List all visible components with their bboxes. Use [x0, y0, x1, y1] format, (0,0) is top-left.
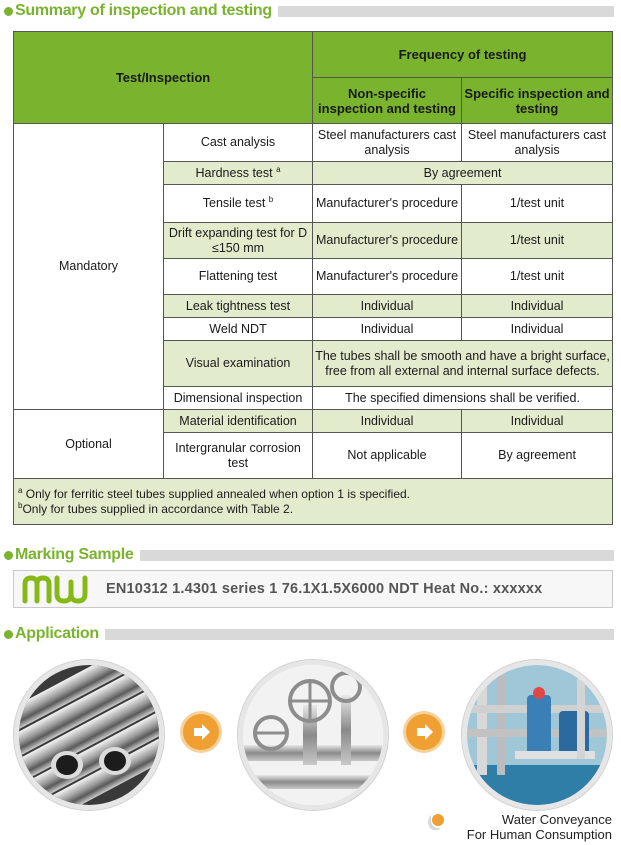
combined-value: The tubes shall be smooth and have a bright surface, free from all external and internal surface defects. — [313, 341, 613, 387]
marking-text: EN10312 1.4301 series 1 76.1X1.5X6000 NDT Heat No.: xxxxxx — [106, 581, 543, 597]
summary-title: Summary of inspection and testing — [15, 2, 272, 19]
specific-value: Individual — [462, 295, 613, 318]
specific-value: By agreement — [462, 433, 613, 479]
table-footnotes — [14, 479, 613, 525]
application-caption — [467, 812, 612, 842]
non-specific-value: Individual — [313, 318, 462, 341]
non-specific-value: Steel manufacturers cast analysis — [313, 124, 462, 162]
combined-value: By agreement — [313, 162, 613, 185]
test-name: Hardness test $^a$ — [164, 162, 313, 185]
footnote-b: $^b$Only for tubes supplied in accordance with Table 2. — [18, 500, 294, 516]
header-specific: Specific inspection and testing — [462, 78, 613, 124]
inspection-testing-table — [13, 31, 613, 525]
group-mandatory: Mandatory — [14, 124, 164, 410]
bullet-dot-icon — [4, 7, 13, 16]
test-name: Intergranular corrosion test — [164, 433, 313, 479]
non-specific-value: Not applicable — [313, 433, 462, 479]
test-name: Flattening test — [164, 259, 313, 295]
pipes-photo — [14, 660, 164, 810]
table-row — [14, 124, 613, 162]
valves-photo — [238, 660, 388, 810]
non-specific-value: Manufacturer's procedure — [313, 223, 462, 259]
table-row — [14, 410, 613, 433]
application-section-header — [4, 623, 614, 645]
application-title: Application — [15, 625, 99, 642]
bullet-dot-icon — [4, 551, 13, 560]
water-drop-icon — [425, 811, 447, 833]
summary-section-header — [4, 0, 614, 22]
header-divider-bar — [278, 6, 614, 17]
arrow-right-icon — [183, 714, 219, 750]
arrow-right-icon — [406, 714, 442, 750]
test-name: Leak tightness test — [164, 295, 313, 318]
header-divider-bar — [140, 550, 614, 561]
caption-line-1: Water Conveyance — [501, 812, 612, 827]
header-frequency: Frequency of testing — [313, 32, 613, 78]
footnote-a: $^a$ Only for ferritic steel tubes supplied annealed when option 1 is specified. — [18, 485, 411, 501]
test-name: Weld NDT — [164, 318, 313, 341]
company-logo-icon — [22, 574, 94, 604]
header-test-inspection: Test/Inspection — [14, 32, 313, 124]
specific-value: Individual — [462, 410, 613, 433]
non-specific-value: Individual — [313, 410, 462, 433]
test-name: Tensile test $^b$ — [164, 185, 313, 223]
test-name: Drift expanding test for D ≤150 mm — [164, 223, 313, 259]
non-specific-value: Manufacturer's procedure — [313, 259, 462, 295]
test-name: Cast analysis — [164, 124, 313, 162]
specific-value: 1/test unit — [462, 259, 613, 295]
caption-line-2: For Human Consumption — [466, 827, 612, 842]
test-name: Dimensional inspection — [164, 387, 313, 410]
marking-sample-box — [13, 570, 613, 608]
water-plant-photo — [462, 660, 612, 810]
marking-title: Marking Sample — [15, 546, 134, 563]
test-name: Material identification — [164, 410, 313, 433]
test-name: Visual examination — [164, 341, 313, 387]
group-optional: Optional — [14, 410, 164, 479]
specific-value: 1/test unit — [462, 185, 613, 223]
non-specific-value: Individual — [313, 295, 462, 318]
bullet-dot-icon — [4, 630, 13, 639]
header-divider-bar — [105, 629, 614, 640]
specific-value: Steel manufacturers cast analysis — [462, 124, 613, 162]
header-non-specific: Non-specific inspection and testing — [313, 78, 462, 124]
specific-value: Individual — [462, 318, 613, 341]
non-specific-value: Manufacturer's procedure — [313, 185, 462, 223]
combined-value: The specified dimensions shall be verified. — [313, 387, 613, 410]
specific-value: 1/test unit — [462, 223, 613, 259]
marking-section-header — [4, 544, 614, 566]
